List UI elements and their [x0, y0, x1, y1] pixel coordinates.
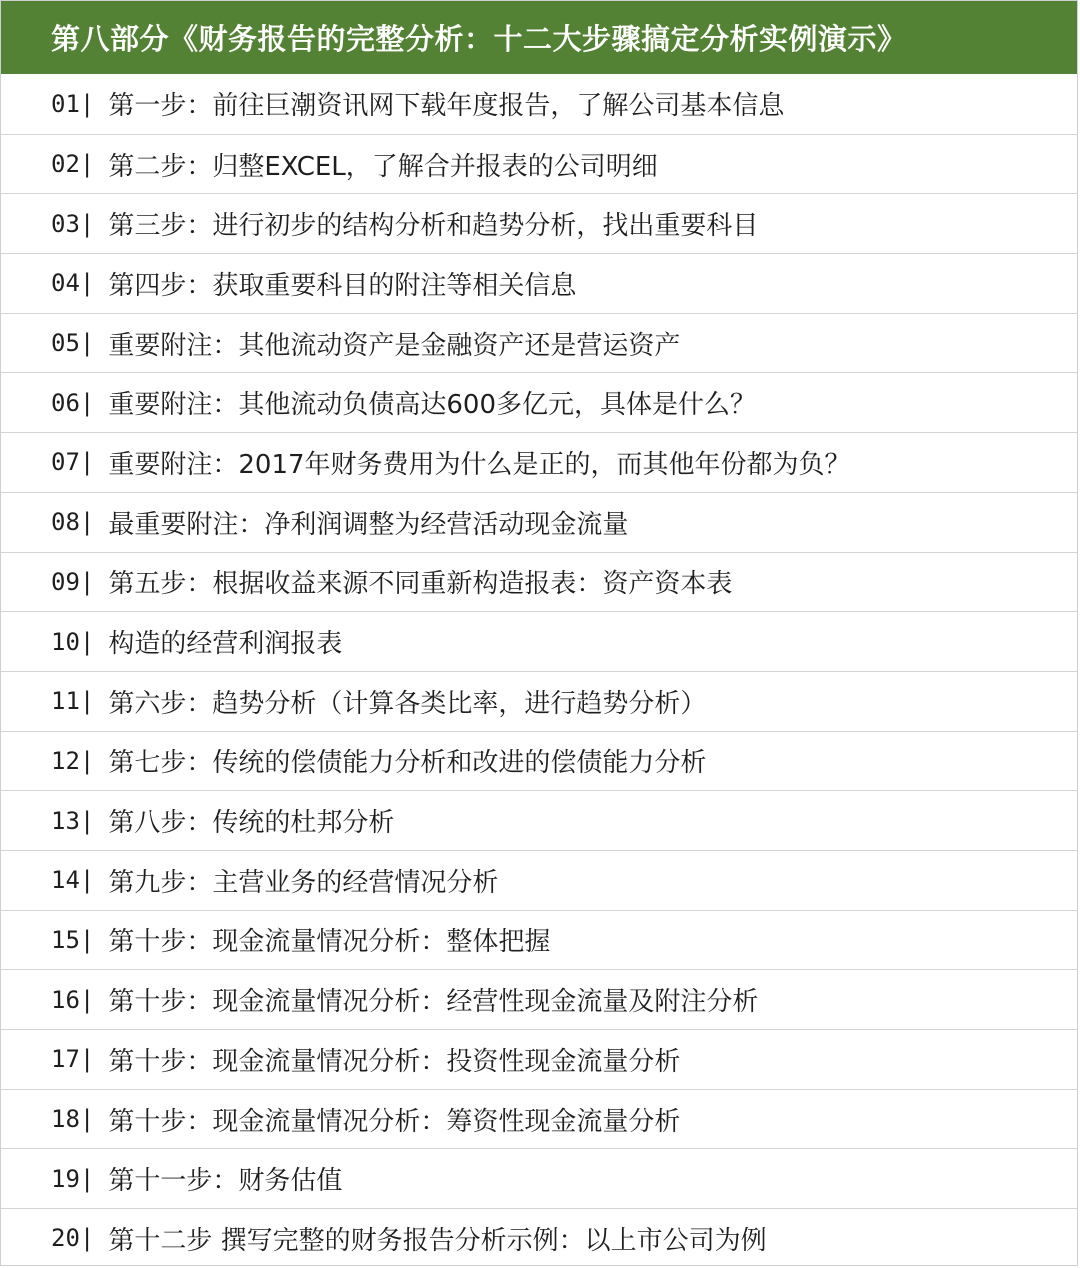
item-separator: |	[79, 746, 95, 775]
list-item	[1, 1148, 1077, 1208]
item-number: 15	[51, 925, 80, 954]
list-item	[1, 671, 1077, 731]
list-item	[1, 1208, 1077, 1268]
item-separator: |	[79, 508, 95, 537]
item-separator: |	[79, 269, 95, 298]
item-separator: |	[79, 1224, 95, 1253]
list-item	[1, 611, 1077, 671]
list-item	[1, 253, 1077, 313]
list-item	[1, 552, 1077, 612]
list-item	[1, 313, 1077, 373]
item-number: 11	[51, 687, 80, 716]
item-number: 03	[51, 209, 80, 238]
item-title: 构造的经营利润报表	[108, 629, 343, 660]
item-number: 08	[51, 508, 80, 537]
item-separator: |	[79, 985, 95, 1014]
item-separator: |	[79, 806, 95, 835]
list-item	[1, 1029, 1077, 1089]
item-separator: |	[79, 1105, 95, 1134]
item-title: 第二步：归整EXCEL，了解合并报表的公司明细	[108, 151, 658, 182]
item-separator: |	[79, 448, 95, 477]
item-title: 第九步：主营业务的经营情况分析	[108, 867, 499, 898]
list-item	[1, 193, 1077, 253]
outline-list	[1, 74, 1077, 1268]
item-title: 第八步：传统的杜邦分析	[108, 808, 395, 839]
item-number: 09	[51, 567, 80, 596]
list-item	[1, 134, 1077, 194]
item-number: 19	[51, 1164, 80, 1193]
list-item	[1, 372, 1077, 432]
list-item	[1, 492, 1077, 552]
item-title: 第一步：前往巨潮资讯网下载年度报告，了解公司基本信息	[108, 91, 785, 122]
list-item	[1, 910, 1077, 970]
section-title: 第八部分《财务报告的完整分析：十二大步骤搞定分析实例演示》	[51, 22, 907, 56]
list-item	[1, 731, 1077, 791]
item-separator: |	[79, 209, 95, 238]
item-separator: |	[79, 150, 95, 179]
item-number: 20	[51, 1224, 80, 1253]
item-title: 第四步：获取重要科目的附注等相关信息	[108, 270, 577, 301]
item-title: 第十步：现金流量情况分析：经营性现金流量及附注分析	[108, 987, 759, 1018]
list-item	[1, 790, 1077, 850]
list-item	[1, 432, 1077, 492]
item-number: 14	[51, 866, 80, 895]
item-separator: |	[79, 627, 95, 656]
item-separator: |	[79, 1045, 95, 1074]
item-title: 第十二步 撰写完整的财务报告分析示例：以上市公司为例	[108, 1225, 767, 1256]
item-number: 06	[51, 388, 80, 417]
list-item	[1, 850, 1077, 910]
list-item	[1, 969, 1077, 1029]
item-separator: |	[79, 89, 95, 118]
item-number: 13	[51, 806, 80, 835]
item-title: 第十步：现金流量情况分析：筹资性现金流量分析	[108, 1106, 681, 1137]
item-number: 18	[51, 1105, 80, 1134]
item-number: 17	[51, 1045, 80, 1074]
item-title: 重要附注：2017年财务费用为什么是正的，而其他年份都为负？	[108, 449, 851, 480]
item-number: 16	[51, 985, 80, 1014]
item-title: 第三步：进行初步的结构分析和趋势分析，找出重要科目	[108, 211, 759, 242]
item-number: 12	[51, 746, 80, 775]
item-title: 最重要附注：净利润调整为经营活动现金流量	[108, 509, 629, 540]
item-number: 04	[51, 269, 80, 298]
item-title: 第十步：现金流量情况分析：投资性现金流量分析	[108, 1046, 681, 1077]
item-title: 重要附注：其他流动资产是金融资产还是营运资产	[108, 330, 681, 361]
item-separator: |	[79, 687, 95, 716]
item-separator: |	[79, 567, 95, 596]
item-separator: |	[79, 1164, 95, 1193]
item-title: 第六步：趋势分析（计算各类比率，进行趋势分析）	[108, 688, 707, 719]
item-number: 05	[51, 329, 80, 358]
item-separator: |	[79, 866, 95, 895]
item-title: 第五步：根据收益来源不同重新构造报表：资产资本表	[108, 569, 733, 600]
item-number: 07	[51, 448, 80, 477]
item-title: 重要附注：其他流动负债高达600多亿元，具体是什么？	[108, 390, 756, 421]
item-separator: |	[79, 925, 95, 954]
item-number: 10	[51, 627, 80, 656]
item-title: 第十一步：财务估值	[108, 1166, 343, 1197]
section-header	[1, 1, 1077, 74]
item-separator: |	[79, 329, 95, 358]
list-item	[1, 74, 1077, 134]
item-separator: |	[79, 388, 95, 417]
item-number: 01	[51, 89, 80, 118]
item-title: 第七步：传统的偿债能力分析和改进的偿债能力分析	[108, 748, 707, 779]
item-number: 02	[51, 150, 80, 179]
list-item	[1, 1089, 1077, 1149]
item-title: 第十步：现金流量情况分析：整体把握	[108, 927, 551, 958]
